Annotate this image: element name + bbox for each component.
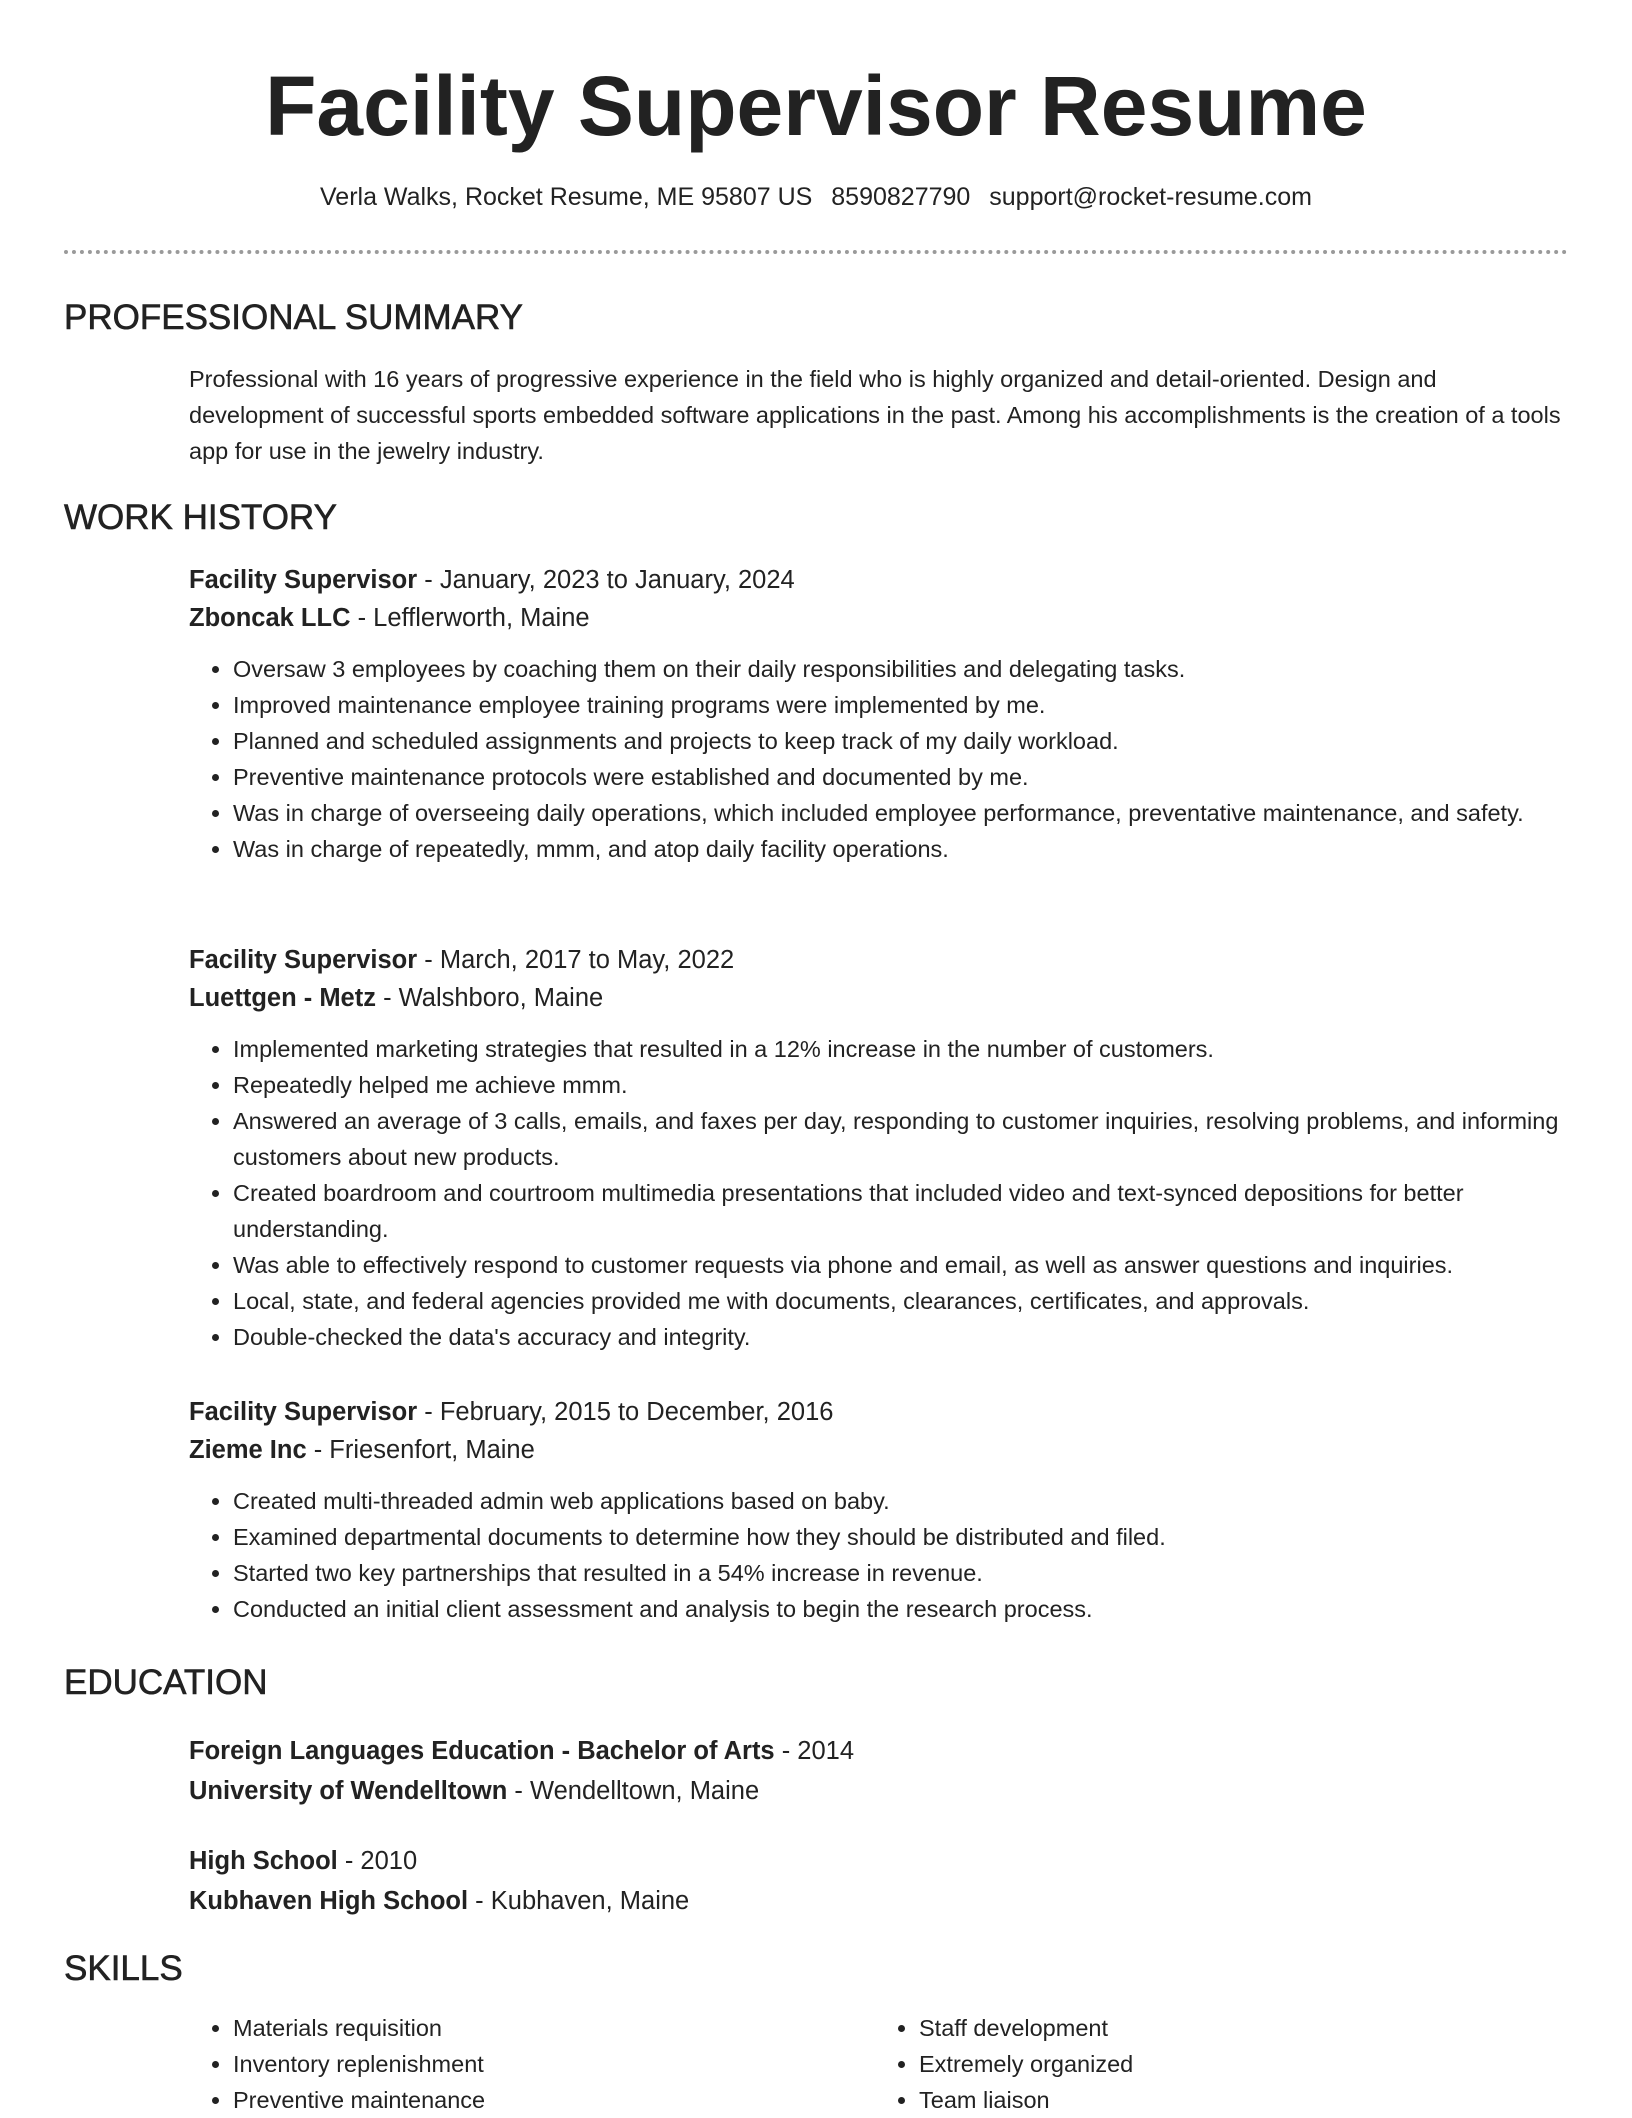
job-title-line: [189, 561, 1561, 599]
education-degree-line: [189, 1841, 1561, 1881]
job-company-line: [189, 979, 1561, 1017]
job-company: Zboncak LLC: [189, 604, 351, 632]
skills-heading: SKILLS: [64, 1949, 183, 1988]
job-bullets: [189, 651, 1561, 867]
skills-columns: [189, 2010, 1561, 2118]
list-item: • Oversaw 3 employees by coaching them on their daily responsibilities and delegating tasks.: [233, 651, 1561, 687]
skills-list-left: [189, 2010, 875, 2118]
education-degree: Foreign Languages Education - Bachelor of Arts: [189, 1737, 775, 1765]
list-item: • Double-checked the data's accuracy and integrity.: [233, 1319, 1561, 1355]
summary-heading: PROFESSIONAL SUMMARY: [64, 298, 523, 337]
education-entry: [189, 1731, 1561, 1811]
job-company: Luettgen - Metz: [189, 984, 376, 1012]
page-title: Facility Supervisor Resume: [265, 59, 1367, 153]
contact-phone: 8590827790: [831, 183, 971, 211]
list-item: • Started two key partnerships that resulted in a 54% increase in revenue.: [233, 1555, 1561, 1591]
list-item: • Answered an average of 3 calls, emails, and faxes per day, responding to customer inquiries, resolving problems, and informing customers about new products.: [233, 1103, 1561, 1175]
list-item: • Created multi-threaded admin web applications based on baby.: [233, 1483, 1561, 1519]
job-title-line: [189, 1393, 1561, 1431]
job-location: - Walshboro, Maine: [375, 984, 604, 1012]
list-item: • Examined departmental documents to determine how they should be distributed and filed.: [233, 1519, 1561, 1555]
list-item: • Preventive maintenance protocols were established and documented by me.: [233, 759, 1561, 795]
skill-item: • Extremely organized: [919, 2046, 1561, 2082]
list-item: • Planned and scheduled assignments and projects to keep track of my daily workload.: [233, 723, 1561, 759]
job-title: Facility Supervisor: [189, 946, 418, 974]
education-location: - Kubhaven, Maine: [468, 1887, 690, 1915]
job-dates: - March, 2017 to May, 2022: [417, 946, 735, 974]
education-heading: EDUCATION: [64, 1663, 268, 1702]
contact-address: Verla Walks, Rocket Resume, ME 95807 US: [320, 183, 813, 211]
list-item: • Created boardroom and courtroom multimedia presentations that included video and text-synced depositions for better understanding.: [233, 1175, 1561, 1247]
list-item: • Conducted an initial client assessment and analysis to begin the research process.: [233, 1591, 1561, 1627]
summary-text: Professional with 16 years of progressive experience in the field who is highly organized and detail-oriented. Design and development of successful sports embedded software applications in the past. Among his accomplishments is the creation of a tools app for use in the jewelry industry.: [189, 366, 1561, 464]
skills-list-right: [875, 2010, 1561, 2118]
list-item: • Improved maintenance employee training programs were implemented by me.: [233, 687, 1561, 723]
skill-item: • Materials requisition: [233, 2010, 875, 2046]
skill-item: • Inventory replenishment: [233, 2046, 875, 2082]
job-title: Facility Supervisor: [189, 566, 418, 594]
job-dates: - January, 2023 to January, 2024: [417, 566, 795, 594]
education-school: University of Wendelltown: [189, 1777, 508, 1805]
contact-line: [0, 180, 1632, 214]
list-item: • Was in charge of overseeing daily operations, which included employee performance, preventative maintenance, and safety.: [233, 795, 1561, 831]
job-entry: [189, 1393, 1561, 1627]
education-school-line: [189, 1881, 1561, 1921]
job-dates: - February, 2015 to December, 2016: [417, 1398, 834, 1426]
education-degree-line: [189, 1731, 1561, 1771]
job-entry: [189, 561, 1561, 867]
education-school-line: [189, 1771, 1561, 1811]
list-item: • Implemented marketing strategies that resulted in a 12% increase in the number of customers.: [233, 1031, 1561, 1067]
list-item: • Was able to effectively respond to customer requests via phone and email, as well as answer questions and inquiries.: [233, 1247, 1561, 1283]
job-company-line: [189, 1431, 1561, 1469]
education-location: - Wendelltown, Maine: [507, 1777, 760, 1805]
education-year: - 2010: [337, 1847, 418, 1875]
skill-item: • Preventive maintenance: [233, 2082, 875, 2118]
header-divider: [64, 250, 1568, 254]
job-title: Facility Supervisor: [189, 1398, 418, 1426]
list-item: • Was in charge of repeatedly, mmm, and atop daily facility operations.: [233, 831, 1561, 867]
job-entry: [189, 941, 1561, 1355]
job-location: - Lefflerworth, Maine: [350, 604, 590, 632]
job-bullets: [189, 1483, 1561, 1627]
work-history-heading: WORK HISTORY: [64, 498, 337, 537]
education-school: Kubhaven High School: [189, 1887, 469, 1915]
job-company-line: [189, 599, 1561, 637]
education-degree: High School: [189, 1847, 338, 1875]
job-bullets: [189, 1031, 1561, 1355]
list-item: • Repeatedly helped me achieve mmm.: [233, 1067, 1561, 1103]
job-company: Zieme Inc: [189, 1436, 307, 1464]
contact-email: support@rocket-resume.com: [989, 183, 1312, 211]
education-entry: [189, 1841, 1561, 1921]
skill-item: • Staff development: [919, 2010, 1561, 2046]
job-location: - Friesenfort, Maine: [306, 1436, 535, 1464]
skill-item: • Team liaison: [919, 2082, 1561, 2118]
education-year: - 2014: [774, 1737, 855, 1765]
list-item: • Local, state, and federal agencies provided me with documents, clearances, certificates, and approvals.: [233, 1283, 1561, 1319]
job-title-line: [189, 941, 1561, 979]
